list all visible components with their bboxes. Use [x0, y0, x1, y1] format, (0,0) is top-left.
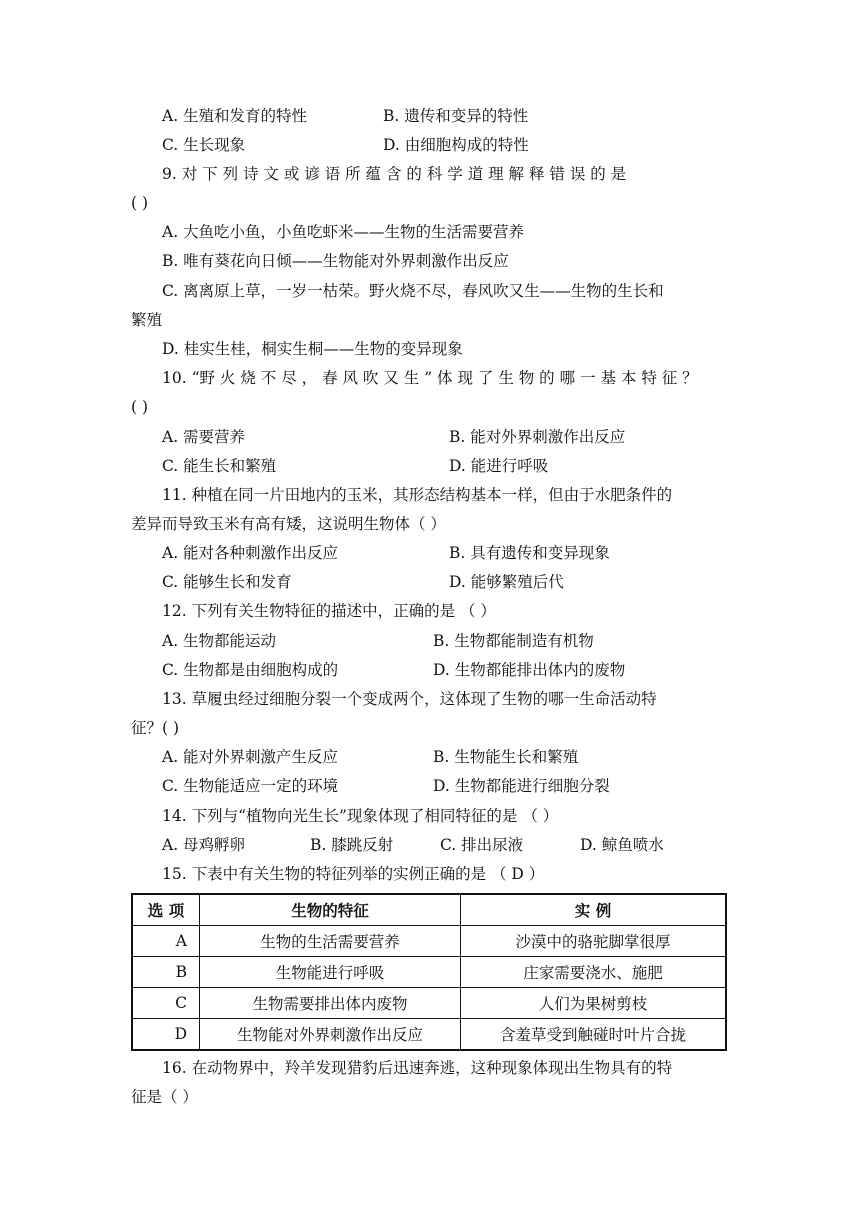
q12-option-c: C. 生物都是由细胞构成的	[162, 661, 339, 679]
q15-table	[131, 893, 727, 1051]
q10-option-b: B. 能对外界刺激作出反应	[449, 428, 626, 446]
table-cell-example: 人们为果树剪枝	[461, 988, 727, 1019]
q8-option-d: D. 由细胞构成的特性	[383, 136, 529, 154]
q9-option-d: D. 桂实生桂，桐实生桐——生物的变异现象	[162, 340, 463, 358]
q11-stem-line2: 差异而导致玉米有高有矮，这说明生物体（ ）	[131, 515, 446, 533]
q11-option-b: B. 具有遗传和变异现象	[449, 544, 610, 562]
table-header-option: 选 项	[132, 894, 200, 926]
q10-option-a: A. 需要营养	[162, 428, 246, 446]
table-cell-example: 庄家需要浇水、施肥	[461, 957, 727, 988]
q12-stem: 12. 下列有关生物特征的描述中，正确的是 （ ）	[162, 602, 496, 620]
q12-option-b: B. 生物都能制造有机物	[433, 632, 594, 650]
q10-option-d: D. 能进行呼吸	[449, 457, 549, 475]
table-cell-example: 沙漠中的骆驼脚掌很厚	[461, 926, 727, 957]
table-cell-feature: 生物需要排出体内废物	[200, 988, 461, 1019]
q10-option-c: C. 能生长和繁殖	[162, 457, 277, 475]
q14-option-d: D. 鲸鱼喷水	[580, 836, 664, 854]
table-header-feature: 生物的特征	[200, 894, 461, 926]
q11-option-a: A. 能对各种刺激作出反应	[162, 544, 339, 562]
table-header-row	[132, 894, 726, 926]
table-cell-option: D	[132, 1019, 200, 1051]
table-cell-feature: 生物的生活需要营养	[200, 926, 461, 957]
table-cell-example: 含羞草受到触碰时叶片合拢	[461, 1019, 727, 1051]
q16-stem-line1: 16. 在动物界中，羚羊发现猎豹后迅速奔逃，这种现象体现出生物具有的特	[162, 1059, 673, 1077]
q13-stem-line2: 征？( )	[131, 719, 180, 737]
q8-option-a: A. 生殖和发育的特性	[162, 107, 308, 125]
q15-stem: 15. 下表中有关生物的特征列举的实例正确的是 （ D ）	[162, 865, 545, 883]
q14-option-a: A. 母鸡孵卵	[162, 836, 246, 854]
q8-option-b: B. 遗传和变异的特性	[383, 107, 529, 125]
table-row	[132, 926, 726, 957]
q14-option-b: B. 膝跳反射	[310, 836, 394, 854]
q10-stem-line2: ( )	[131, 398, 149, 416]
q9-stem-line1: 9. 对 下 列 诗 文 或 谚 语 所 蕴 含 的 科 学 道 理 解 释 错 误 的 是	[162, 165, 627, 183]
q13-option-a: A. 能对外界刺激产生反应	[162, 748, 339, 766]
table-cell-option: B	[132, 957, 200, 988]
table-cell-feature: 生物能进行呼吸	[200, 957, 461, 988]
q13-option-b: B. 生物能生长和繁殖	[433, 748, 579, 766]
q13-option-c: C. 生物能适应一定的环境	[162, 777, 339, 795]
q14-stem: 14. 下列与“植物向光生长”现象体现了相同特征的是 （ ）	[162, 807, 559, 825]
q16-stem-line2: 征是（ ）	[131, 1088, 198, 1106]
q12-option-a: A. 生物都能运动	[162, 632, 277, 650]
q9-stem-line2: ( )	[131, 194, 149, 212]
q9-option-b: B. 唯有葵花向日倾——生物能对外界刺激作出反应	[162, 252, 509, 270]
table-row	[132, 1019, 726, 1051]
q9-option-c-line2: 繁殖	[131, 311, 163, 329]
table-cell-feature: 生物能对外界刺激作出反应	[200, 1019, 461, 1051]
table-header-example: 实 例	[461, 894, 727, 926]
table-cell-option: C	[132, 988, 200, 1019]
q9-option-a: A. 大鱼吃小鱼，小鱼吃虾米——生物的生活需要营养	[162, 223, 525, 241]
q13-stem-line1: 13. 草履虫经过细胞分裂一个变成两个，这体现了生物的哪一生命活动特	[162, 690, 657, 708]
q14-option-c: C. 排出尿液	[440, 836, 524, 854]
q12-option-d: D. 生物都能排出体内的废物	[433, 661, 626, 679]
q9-option-c-line1: C. 离离原上草，一岁一枯荣。野火烧不尽，春风吹又生——生物的生长和	[162, 282, 664, 300]
q11-option-d: D. 能够繁殖后代	[449, 573, 564, 591]
q11-stem-line1: 11. 种植在同一片田地内的玉米，其形态结构基本一样，但由于水肥条件的	[162, 486, 673, 504]
table-cell-option: A	[132, 926, 200, 957]
q13-option-d: D. 生物都能进行细胞分裂	[433, 777, 610, 795]
q11-option-c: C. 能够生长和发育	[162, 573, 292, 591]
q10-stem-line1: 10. “野 火 烧 不 尽 ， 春 风 吹 又 生 ” 体 现 了 生 物 的 哪 一 基 本 特 征 ？	[162, 369, 698, 387]
q8-option-c: C. 生长现象	[162, 136, 246, 154]
table-row	[132, 957, 726, 988]
table-row	[132, 988, 726, 1019]
